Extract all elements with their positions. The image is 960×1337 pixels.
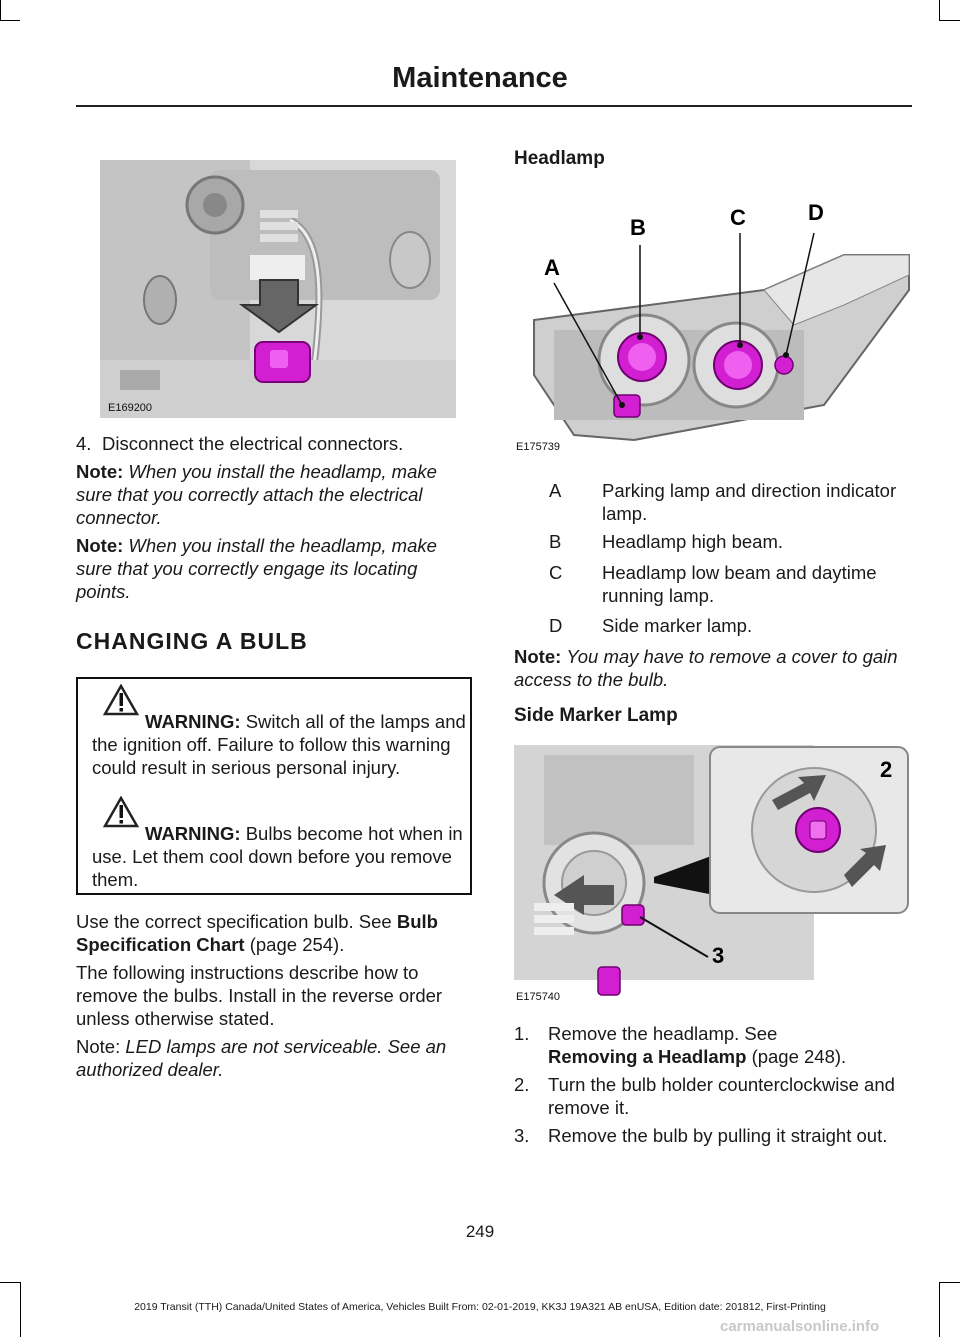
crop-mark: [939, 0, 940, 20]
page-number: 249: [465, 1222, 495, 1241]
step-link[interactable]: Removing a Headlamp: [548, 1046, 747, 1067]
connector-illustration: [100, 160, 456, 418]
label-two: 2: [880, 757, 893, 782]
crop-mark: [0, 0, 1, 20]
warning-text: Switch all of the lamps and the ignition off. Failure to follow this warning could result in serious personal injury.: [92, 711, 466, 778]
connector-figure: [100, 160, 456, 418]
spec-link[interactable]: Bulb Specification Chart: [76, 911, 438, 955]
note-1: [76, 460, 474, 529]
callout-a: A: [544, 255, 560, 280]
legend-text: Side marker lamp.: [602, 615, 753, 636]
note-4: [514, 645, 910, 691]
callout-b: B: [630, 215, 646, 240]
step-3-text: Remove the bulb by pulling it straight out.: [548, 1125, 888, 1146]
crop-mark: [0, 1282, 20, 1283]
spec-text: Use the correct specification bulb. See: [76, 911, 392, 932]
warning-2: [92, 822, 466, 891]
legend-key: A: [549, 480, 562, 501]
crop-mark: [940, 1282, 960, 1283]
warning-label: WARNING:: [145, 823, 241, 844]
side-marker-illustration: [514, 745, 910, 1007]
crop-mark: [939, 20, 960, 21]
note-3: [76, 1035, 474, 1081]
legend-key: C: [549, 562, 563, 583]
figure-code: E169200: [108, 402, 153, 414]
callout-d: D: [808, 200, 824, 225]
side-marker-title: Side Marker Lamp: [514, 705, 678, 726]
instructions-paragraph: The following instructions describe how to remove the bulbs. Install in the reverse order unless otherwise stated.: [76, 962, 443, 1029]
section-title: CHANGING A BULB: [76, 628, 308, 654]
step-text: Remove the headlamp. See: [548, 1023, 778, 1044]
footer-info: 2019 Transit (TTH) Canada/United States of America, Vehicles Built From: 02-01-2019, KK3J 19A321 AB enUSA, Edition date: 201812, First-Printing: [134, 1301, 826, 1313]
note-label: Note:: [76, 535, 124, 556]
legend-text: Headlamp high beam.: [602, 531, 783, 552]
headlamp-illustration: [514, 195, 910, 457]
step-page: (page 248).: [751, 1046, 847, 1067]
page-title: Maintenance: [392, 62, 568, 94]
step-2-text: Turn the bulb holder counterclockwise and remove it.: [548, 1074, 895, 1118]
legend-key: B: [549, 531, 562, 552]
label-three: 3: [712, 943, 725, 968]
headlamp-figure: [514, 195, 910, 457]
side-marker-figure: [514, 745, 910, 1007]
spec-page: (page 254).: [249, 934, 345, 955]
callout-c: C: [730, 205, 746, 230]
step-number: 3.: [514, 1125, 530, 1146]
note-label: Note:: [76, 1036, 121, 1057]
note-label: Note:: [514, 646, 562, 667]
crop-mark: [0, 20, 20, 21]
figure-code: E175739: [516, 441, 561, 453]
warning-1: [92, 710, 466, 779]
step-4-text: Disconnect the electrical connectors.: [102, 433, 404, 454]
note-text: When you install the headlamp, make sure that you correctly engage its locating points.: [76, 535, 437, 602]
header-divider: [76, 105, 912, 107]
spec-paragraph: [76, 910, 474, 956]
headlamp-title: Headlamp: [514, 148, 605, 169]
note-text: When you install the headlamp, make sure that you correctly attach the electrical connector.: [76, 461, 437, 528]
legend-text: Parking lamp and direction indicator lamp.: [602, 480, 897, 524]
note-label: Note:: [76, 461, 124, 482]
note-text: LED lamps are not serviceable. See an authorized dealer.: [76, 1036, 447, 1080]
warning-text: Bulbs become hot when in use. Let them cool down before you remove them.: [92, 823, 463, 890]
step-4-number: 4.: [76, 433, 92, 454]
note-2: [76, 534, 474, 603]
warning-label: WARNING:: [145, 711, 241, 732]
legend-key: D: [549, 615, 563, 636]
note-text: You may have to remove a cover to gain access to the bulb.: [514, 646, 898, 690]
step-number: 1.: [514, 1023, 530, 1044]
step-1: [548, 1022, 910, 1068]
step-number: 2.: [514, 1074, 530, 1095]
legend-text: Headlamp low beam and daytime running lamp.: [602, 562, 877, 606]
watermark: carmanualsonline.info: [720, 1318, 880, 1335]
figure-code: E175740: [516, 991, 561, 1003]
